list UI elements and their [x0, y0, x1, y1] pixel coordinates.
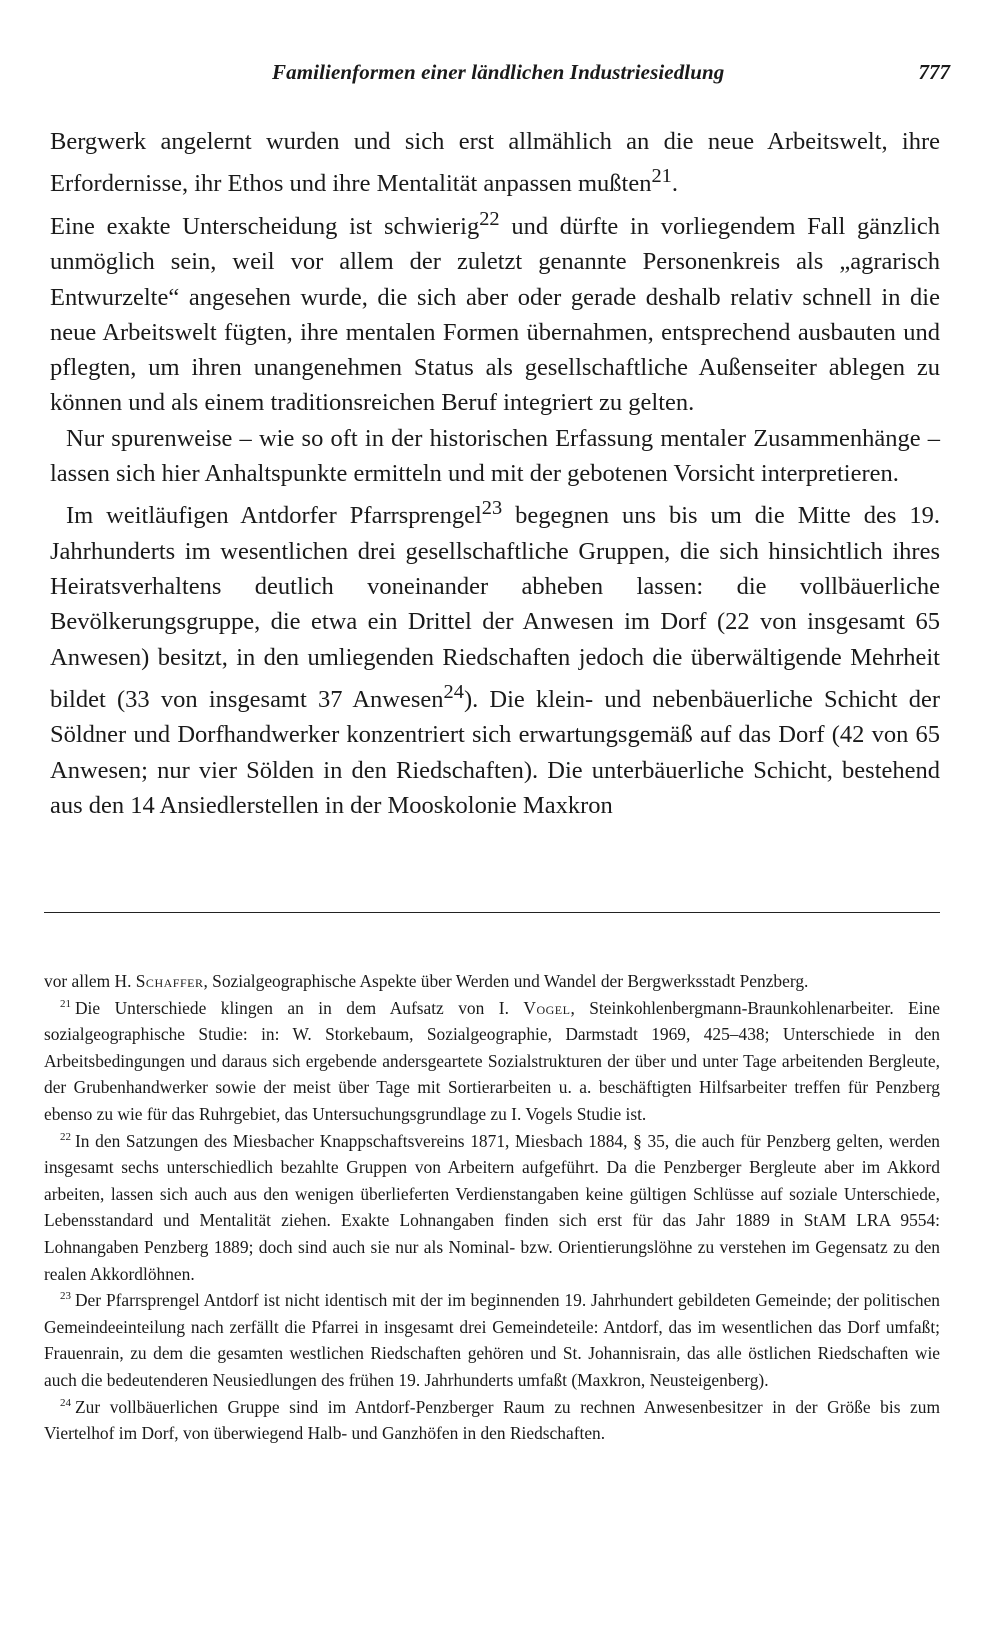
paragraph-3: Nur spurenweise – wie so oft in der historischen Erfassung mentaler Zusammenhänge – lassen sich hier Anhaltspunkte ermitteln und mit der gebotenen Vorsicht interpretieren.	[50, 424, 940, 487]
footnote-21: $^{21}$ Die Unterschiede klingen an in dem Aufsatz von I. Vogel, Steinkohlenbergmann-Braunkohlenarbeiter. Eine sozialgeographische Studie: in: W. Storkebaum, Sozialgeographie, Darmstadt 1969, 425–438; Unterschiede in den Arbeitsbedingungen und daraus sich ergebende andersgeartete Sozialstrukturen der über und unter Tage arbeitenden Bergleute, der Grubenhandwerker sowie der meist über Tage mit Sortierarbeiten u. a. beschäftigten Hilfsarbeiter treffen für Penzberg ebenso zu wie für das Ruhrgebiet, das Untersuchungsgrundlage zu I. Vogels Studie ist.	[44, 997, 941, 1124]
paragraph-4: Im weitläufigen Antdorfer Pfarrsprengel$^{23}$ begegnen uns bis um die Mitte des 19. Jahrhunderts im wesentlichen drei gesellschaftliche Gruppen, die sich hinsichtlich ihres Heiratsverhaltens deutlich voneinander abheben lassen: die vollbäuerliche Bevölkerungsgruppe, die etwa ein Drittel der Anwesen im Dorf (22 von insgesamt 65 Anwesen) besitzt, in den umliegenden Riedschaften jedoch die überwältigende Mehrheit bildet (33 von insgesamt 37 Anwesen$^{24}$). Die klein- und nebenbäuerliche Schicht der Söldner und Dorfhandwerker konzentriert sich erwartungsgemäß auf das Dorf (42 von 65 Anwesen; nur vier Sölden in den Riedschaften). Die unterbäuerliche Schicht, bestehend aus den 14 Ansiedlerstellen in der Mooskolonie Maxkron	[50, 497, 940, 819]
running-head	[60, 56, 950, 96]
main-text	[50, 124, 940, 823]
footnote-continuation: vor allem H. Schaffer, Sozialgeographische Aspekte über Werden und Wandel der Bergwerksstadt Penzberg.	[44, 971, 809, 991]
paragraph-2: Eine exakte Unterscheidung ist schwierig$^{22}$ und dürfte in vorliegendem Fall gänzlich unmöglich sein, weil vor allem der zuletzt genannte Personenkreis als „agrarisch Entwurzelte“ angesehen wurde, die sich aber oder gerade deshalb relativ schnell in die neue Arbeitswelt fügten, ihre mentalen Formen übernahmen, entsprechend ausbauten und pflegten, um ihren unangenehmen Status als gesellschaftliche Außenseiter ablegen zu können und als einem traditionsreichen Beruf integriert zu gelten.	[50, 207, 940, 417]
footnote-ref-22[interactable]: 22	[479, 207, 500, 230]
footnote-ref-24[interactable]: 24	[443, 680, 464, 703]
footnote-ref-21[interactable]: 21	[651, 165, 672, 188]
paragraph-1: Bergwerk angelernt wurden und sich erst allmählich an die neue Arbeitswelt, ihre Erfordernisse, ihr Ethos und ihre Mentalität anpassen mußten$^{21}$.	[50, 128, 940, 198]
running-title: Familienformen einer ländlichen Industriesiedlung	[272, 60, 725, 84]
footnote-ref-23[interactable]: 23	[481, 497, 503, 520]
footnotes	[44, 968, 940, 1447]
footnote-number: 22	[60, 1130, 71, 1143]
footnote-number: 24	[60, 1396, 71, 1409]
footnote-number: 23	[60, 1290, 71, 1303]
footnote-separator	[44, 912, 940, 913]
footnote-22: $^{22}$ In den Satzungen des Miesbacher Knappschaftsvereins 1871, Miesbach 1884, § 35, die auch für Penzberg gelten, werden insgesamt sechs unterschiedlich bezahlte Gruppen von Arbeitern aufgeführt. Da die Penzberger Bergleute aber im Akkord arbeiten, lassen sich auch aus den wenigen überlieferten Verdienstangaben keine gültigen Schlüsse auf soziale Unterschiede, Lebensstandard und Mentalität ziehen. Exakte Lohnangaben finden sich erst für das Jahr 1889 in StAM LRA 9554: Lohnangaben Penzberg 1889; doch sind auch sie nur als Nominal- bzw. Orientierungslöhne zu verstehen im Gegensatz zu den realen Akkordlöhnen.	[44, 1130, 940, 1284]
page-number: 777	[918, 60, 950, 84]
footnote-24: $^{24}$ Zur vollbäuerlichen Gruppe sind im Antdorf-Penzberger Raum zu rechnen Anwesenbesitzer in der Größe bis zum Viertelhof im Dorf, von überwiegend Halb- und Ganzhöfen in den Riedschaften.	[44, 1396, 940, 1444]
footnote-23: $^{23}$ Der Pfarrsprengel Antdorf ist nicht identisch mit der im beginnenden 19. Jahrhundert gebildeten Gemeinde; der politischen Gemeindeeinteilung nach zerfällt die Pfarrei in insgesamt drei Gemeindeteile: Antdorf, das im wesentlichen das Dorf umfaßt; Frauenrain, zu dem die gesamten westlichen Riedschaften gehören und St. Johannisrain, das alle östlichen Riedschaften wie auch die bedeutenderen Neusiedlungen des frühen 19. Jahrhunderts umfaßt (Maxkron, Neusteigenberg).	[44, 1290, 940, 1390]
footnote-number: 21	[60, 997, 71, 1010]
